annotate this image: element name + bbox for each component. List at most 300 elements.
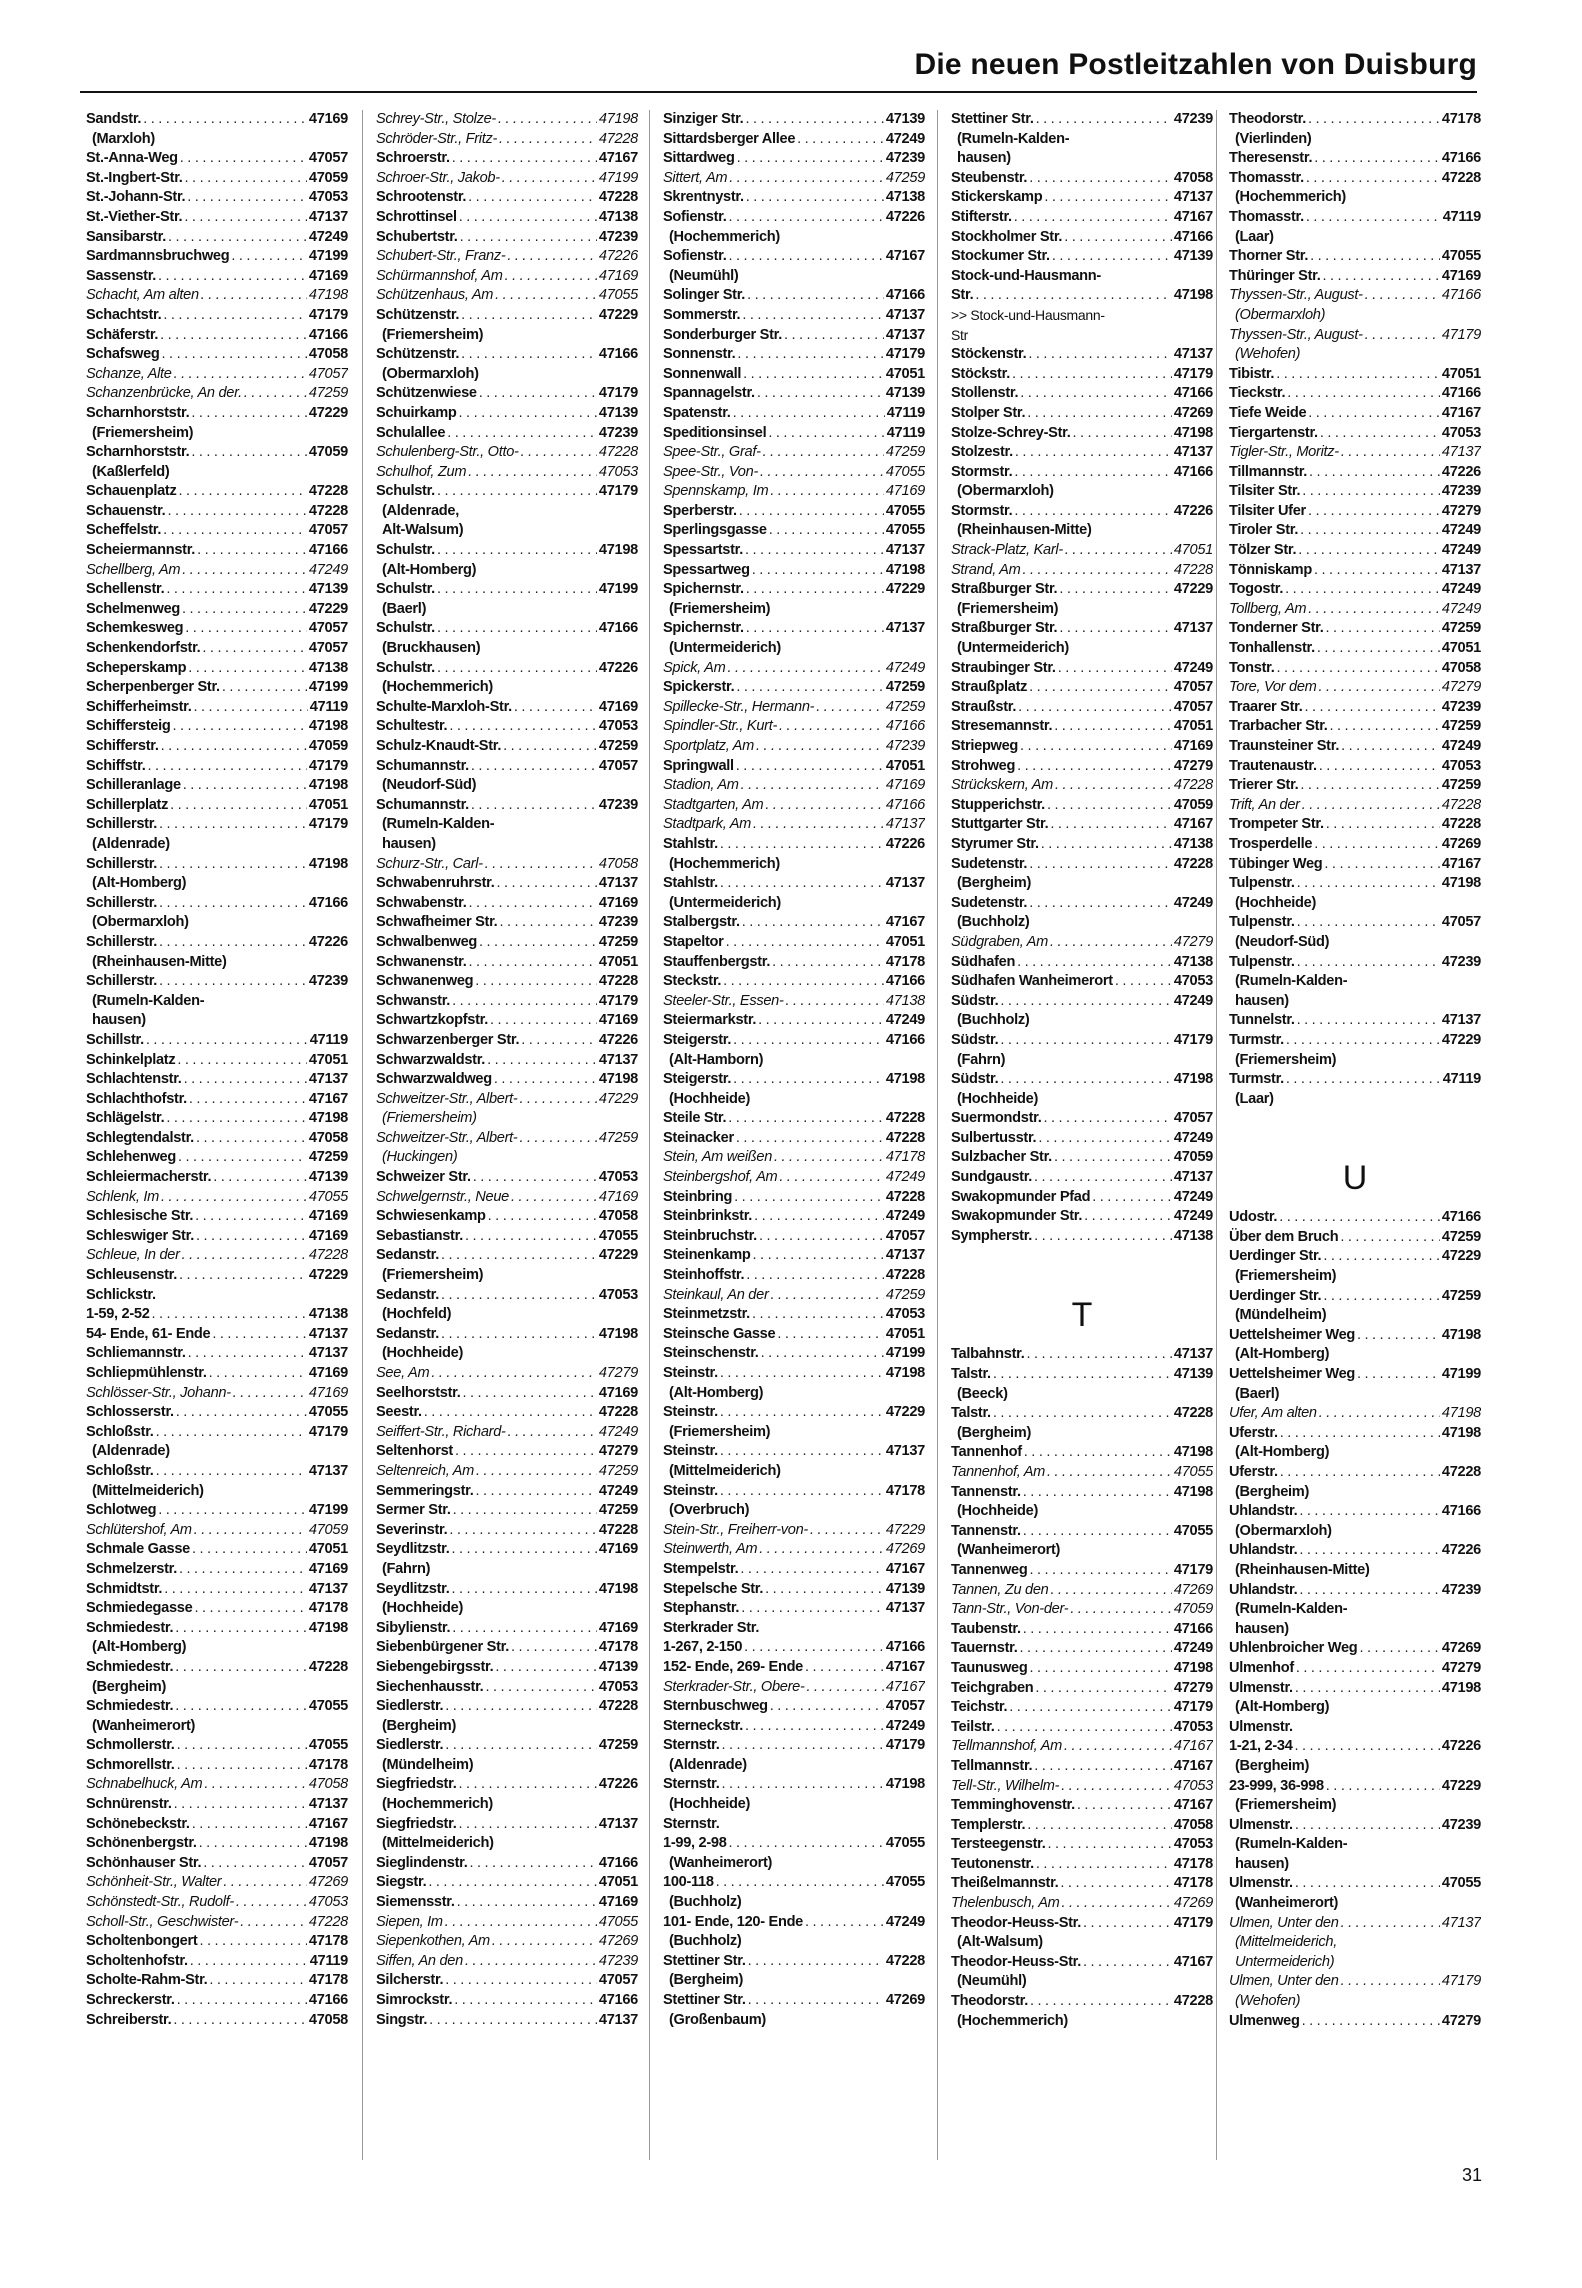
district-qualifier: (Rumeln-Kalden- [1235,973,1348,990]
dot-leader [189,1090,307,1110]
dot-leader [161,737,307,757]
dot-leader [159,815,307,835]
street-entry [86,521,348,541]
dot-leader [1322,267,1439,287]
street-entry [376,1090,638,1110]
dot-leader [746,619,884,639]
street-name: Stadtpark, Am [663,816,752,833]
district-qualifier: (Obermarxloh) [382,365,479,382]
street-name: Stauffenbergstr. [663,953,771,970]
dot-leader [471,796,597,816]
dot-leader [1319,757,1440,777]
street-entry [376,1246,638,1266]
dot-leader [174,365,307,385]
street-name: 152- Ende, 269- Ende [663,1658,803,1675]
postal-code: 47053 [1441,424,1481,441]
dot-leader [199,1932,306,1952]
street-name: Thomasstr. [1229,208,1304,225]
street-name: Ulmenhof [1229,1659,1294,1676]
street-name: Schillerplatz [86,796,169,813]
street-name: Sympherstr. [951,1227,1033,1244]
dot-leader [745,110,883,130]
dot-leader [742,306,884,326]
dot-leader [1302,796,1440,816]
district-qualifier: (Hochemmerich) [957,2012,1068,2029]
street-name: Schulhof, Zum [376,463,467,480]
street-entry [951,1757,1213,1777]
district-qualifier: (Hochheide) [1235,894,1317,911]
postal-code: 47279 [1441,2012,1481,2029]
street-entry [376,1442,638,1462]
dot-leader [1341,1914,1440,1934]
district-qualifier: (Friemersheim) [957,600,1059,617]
dot-leader [722,1736,884,1756]
street-name: Tonhallenstr. [1229,640,1315,657]
street-name: Schulallee [376,424,446,441]
street-entry [951,1207,1213,1227]
street-name: Tersteegenstr. [951,1836,1046,1853]
street-entry [663,1109,925,1129]
dot-leader [774,1148,884,1168]
dot-leader [476,1482,597,1502]
street-name: Siebengebirgsstr. [376,1658,494,1675]
postal-code: 47051 [308,1051,348,1068]
postal-code: 47167 [885,1678,925,1695]
street-entry [663,757,925,777]
street-name: See, Am [376,1365,430,1381]
street-name: Schmiedestr. [86,1658,174,1675]
dot-leader [185,619,307,639]
street-name: Straßburger Str. [951,620,1058,637]
street-name: Sternbuschweg [663,1698,768,1715]
dot-leader [184,208,307,228]
dot-leader [197,541,307,561]
dot-leader [1276,365,1440,385]
street-entry [663,149,925,169]
street-name: Uhlandstr. [1229,1503,1298,1520]
postal-code: 47269 [885,1541,925,1558]
street-entry [951,541,1213,561]
street-name: Stettiner Str. [663,1952,746,1969]
street-name: Sermer Str. [376,1502,451,1519]
dot-leader [445,1971,597,1991]
postal-code: 47166 [308,542,348,559]
dot-leader [1041,835,1172,855]
postal-code: 47198 [598,1580,638,1597]
dot-leader [1055,776,1172,796]
district-qualifier: hausen) [1235,1855,1289,1872]
district-qualifier: (Hochheide) [957,1090,1039,1107]
postal-code: 47053 [1173,1836,1213,1853]
street-entry [376,1482,638,1502]
street-name: Scholtenhofstr. [86,1952,188,1969]
dot-leader [521,443,597,463]
postal-code: 47179 [1173,1914,1213,1931]
postal-code: 47137 [1173,189,1213,206]
street-name: Sonderburger Str. [663,326,782,343]
dot-leader [748,1991,884,2011]
postal-code: 47198 [598,542,638,559]
street-name: Stock-und-Hausmann- [951,267,1101,284]
postal-code: 47137 [308,1796,348,1813]
street-entry [376,482,638,502]
dot-leader [1059,580,1172,600]
column-2 [376,110,638,2160]
postal-code: 47137 [885,542,925,559]
district-qualifier: (Rumeln-Kalden- [1235,1601,1348,1618]
street-name: Ulmenstr. [1229,1816,1293,1833]
street-name: Sedanstr. [376,1247,440,1264]
section-gap [1229,1109,1481,1148]
street-name: Trosperdelle [1229,835,1313,852]
street-entry [951,894,1213,914]
street-entry [376,913,638,933]
street-entry [1229,443,1481,463]
street-name: Ulmen, Unter den [1229,1973,1339,1990]
dot-leader [465,1227,597,1247]
district-qualifier: (Obermarxloh) [1235,306,1326,323]
postal-code: 47198 [1441,1405,1481,1422]
street-name: Schrottinsel [376,208,457,225]
dot-leader [457,1893,597,1913]
postal-code: 47058 [308,1776,348,1793]
postal-code: 47228 [885,1952,925,1969]
dot-leader [159,894,307,914]
dot-leader [1017,757,1172,777]
dot-leader [201,286,307,306]
street-name: Tunnelstr. [1229,1012,1295,1029]
postal-code: 47051 [308,1541,348,1558]
street-name: Steinbruchstr. [663,1227,757,1244]
postal-code: 47239 [308,973,348,990]
street-entry [663,1207,925,1227]
street-entry [951,1522,1213,1542]
street-name: Taunusweg [951,1659,1028,1676]
dot-leader [746,580,884,600]
postal-code: 47259 [885,444,925,461]
street-name: Schauenstr. [86,502,166,519]
street-entry [376,443,638,463]
dot-leader [1038,1129,1172,1149]
street-entry [1229,1463,1481,1483]
district-qualifier: (Rumeln-Kalden- [92,992,205,1009]
street-entry [376,1697,638,1717]
street-entry [663,678,925,698]
dot-leader [177,1991,307,2011]
postal-code: 47055 [1441,248,1481,265]
district-qualifier: (Hochemmerich) [382,1796,493,1813]
dot-leader [734,1188,884,1208]
postal-code: 47199 [885,1345,925,1362]
postal-code: 47055 [885,502,925,519]
street-entry [86,776,348,796]
street-name: Schliemannstr. [86,1345,186,1362]
street-entry [1229,1816,1481,1836]
postal-code: 47239 [1173,111,1213,127]
postal-code: 47178 [1441,111,1481,127]
dot-leader [168,228,307,248]
street-entry [951,619,1213,639]
postal-code: 47178 [308,1972,348,1989]
street-entry [1229,169,1481,189]
street-name: Stepelsche Str. [663,1580,764,1597]
street-name: Straßburger Str. [951,581,1058,598]
street-entry [951,1835,1213,1855]
postal-code: 47226 [1441,1542,1481,1559]
dot-leader [733,1031,884,1051]
street-name: Steinbrinkstr. [663,1208,753,1225]
postal-code: 47167 [1173,1797,1213,1814]
dot-leader [1276,659,1439,679]
dot-leader [182,1246,307,1266]
street-name: Stolze-Schrey-Str. [951,424,1071,441]
street-name: Spick, Am [663,659,726,676]
postal-code: 47137 [308,1325,348,1342]
street-entry [1229,561,1481,581]
street-name: Sternstr. [663,1776,720,1793]
dot-leader [244,384,307,404]
postal-code: 47228 [598,130,638,147]
street-entry [663,913,925,933]
street-entry [1229,1972,1481,1992]
dot-leader [1308,502,1440,522]
dot-leader [746,188,884,208]
street-entry [376,1971,638,1991]
dot-leader [1365,286,1440,306]
district-qualifier: (Alt-Hamborn) [669,1051,764,1068]
street-name: Uferstr. [1229,1464,1278,1480]
postal-code: 47198 [1441,1424,1481,1441]
street-name: Stresemannstr. [951,718,1053,735]
street-entry [86,1168,348,1188]
dot-leader [1030,1992,1172,2012]
postal-code: 47137 [598,875,638,892]
dot-leader [1302,2012,1440,2032]
street-name: Trierer Str. [1229,777,1299,794]
street-entry [951,855,1213,875]
street-name: Seiffert-Str., Richard- [376,1423,506,1440]
postal-code: 47179 [598,483,638,500]
postal-code: 47053 [598,463,638,480]
district-qualifier: (Alt-Homberg) [669,1384,764,1401]
street-entry [376,874,638,894]
street-name: Tannenhof [951,1444,1022,1461]
dot-leader [166,1109,307,1129]
postal-code: 47198 [885,561,925,578]
street-name: Spichernstr. [663,620,744,637]
dot-leader [164,1580,307,1600]
street-entry [663,1148,925,1168]
postal-code: 47178 [308,1933,348,1950]
street-entry [86,1697,348,1717]
street-entry [376,1227,638,1247]
street-name: Strand, Am [951,561,1021,578]
postal-code: 47137 [308,1071,348,1088]
street-name: Schwabenstr. [376,894,467,911]
street-entry [1229,1404,1481,1424]
district-qualifier: (Hochheide) [382,1345,464,1362]
street-name: Schrootenstr. [376,189,467,206]
street-name: Talstr. [951,1366,991,1383]
street-name: Sundgaustr. [951,1169,1033,1186]
district-qualifier: (Aldenrade, [382,502,459,519]
column-1 [86,110,348,2160]
dot-leader [1280,1424,1440,1444]
street-name: Schönheit-Str., Walter [86,1874,222,1891]
street-entry [1229,1718,1481,1738]
dot-leader [743,365,884,385]
street-name: 1-267, 2-150 [663,1639,743,1656]
street-name: Schmidtstr. [86,1580,163,1597]
postal-code: 47166 [1441,150,1481,167]
dot-leader [441,1286,597,1306]
street-entry [86,698,348,718]
street-name: Stöckstr. [951,365,1010,382]
street-name: Schützenstr. [376,306,460,323]
street-entry [86,1521,348,1541]
street-entry [951,1365,1213,1385]
street-name: Sterkrader Str. [663,1619,760,1636]
postal-code: 47166 [1173,385,1213,402]
street-entry [1229,659,1481,679]
street-name: Tell-Str., Wilhelm- [951,1777,1060,1794]
street-entry [663,1717,925,1737]
dot-leader [1295,1816,1440,1836]
district-qualifier: (Mittelmeiderich) [92,1482,204,1499]
postal-code: 47169 [308,1227,348,1244]
dot-leader [498,110,597,130]
street-name: Scheperskamp [86,659,187,676]
street-entry [376,1031,638,1051]
postal-code: 47198 [598,1325,638,1342]
dot-leader [759,1227,884,1247]
street-name: Siemensstr. [376,1894,455,1911]
street-name: Sudetenstr. [951,855,1028,872]
street-entry [663,1168,925,1188]
street-entry [1229,737,1481,757]
postal-code: 47259 [885,698,925,715]
street-entry [376,659,638,679]
street-name: Seltenhorst [376,1443,453,1460]
street-name: Sterneckstr. [663,1717,743,1734]
street-name: Sandstr. [86,111,142,127]
street-entry [663,110,925,130]
street-entry [1229,384,1481,404]
street-entry [951,502,1213,522]
street-name: Trarbacher Str. [1229,718,1328,735]
street-name: Temminghovenstr. [951,1797,1075,1814]
street-name: Schelmenweg [86,600,181,617]
postal-code: 47199 [1441,1366,1481,1383]
dot-leader [429,2011,597,2031]
postal-code: 47057 [1173,1110,1213,1127]
dot-leader [1028,345,1172,365]
district-qualifier: (Hochfeld) [382,1306,452,1323]
postal-code: 47057 [308,150,348,167]
postal-code: 47051 [885,1325,925,1342]
district-qualifier: (Kaßlerfeld) [92,463,170,480]
street-name: Scharnhorststr. [86,404,190,421]
street-entry [951,1443,1213,1463]
dot-leader [233,1384,307,1404]
postal-code: 47169 [598,894,638,911]
street-entry [376,463,638,483]
dot-leader [143,110,307,130]
postal-code: 47259 [598,1502,638,1519]
dot-leader [195,1207,307,1227]
postal-code: 47055 [885,1835,925,1852]
postal-code: 47139 [308,1169,348,1186]
postal-code: 47198 [885,1071,925,1088]
district-qualifier: (Friemersheim) [669,600,771,617]
dot-leader [1306,169,1440,189]
postal-code: 47137 [308,208,348,225]
postal-code: 47179 [308,757,348,774]
district-qualifier: (Wanheimerort) [669,1854,773,1871]
dot-leader [204,1775,307,1795]
street-name: Schönebeckstr. [86,1815,190,1832]
dot-leader [1310,247,1440,267]
dot-leader [744,1638,884,1658]
postal-code: 47169 [598,698,638,715]
street-name: Schwalbenweg [376,933,478,950]
dot-leader [485,1678,596,1698]
street-entry [663,169,925,189]
postal-code: 47199 [598,581,638,598]
postal-code: 47058 [1173,1816,1213,1833]
street-entry [376,1815,638,1835]
postal-code: 47166 [308,326,348,343]
street-entry [376,1129,638,1149]
street-name: Schnabelhuck, Am [86,1776,203,1793]
column-3 [663,110,925,2160]
dot-leader [1286,1070,1441,1090]
street-entry [86,1560,348,1580]
district-qualifier: (Buchholz) [669,1894,742,1911]
street-entry [951,1953,1213,1973]
street-name: Traunsteiner Str. [1229,738,1340,754]
street-entry [376,1952,638,1972]
postal-code: 47055 [1173,1522,1213,1539]
dot-leader [1297,874,1440,894]
dot-leader [1026,1345,1171,1365]
street-entry [663,1638,925,1658]
street-name: Schürmannshof, Am [376,267,503,284]
dot-leader [159,933,307,953]
dot-leader [805,1913,884,1933]
district-qualifier: (Hochemmerich) [382,679,493,696]
dot-leader [1297,1011,1440,1031]
street-name: Thomasstr. [1229,169,1304,186]
dot-leader [177,1051,307,1071]
dot-leader [1319,678,1440,698]
street-entry [376,757,638,777]
postal-code: 47198 [1173,287,1213,304]
street-entry [663,1678,925,1698]
street-name: Schlotweg [86,1502,157,1519]
district-qualifier: (Beeck) [957,1385,1008,1402]
street-entry [663,1736,925,1756]
street-name: Schlachtenstr. [86,1071,182,1088]
street-name: Schiffersteig [86,718,171,735]
street-name: Schulstr. [376,659,435,676]
street-name: Tigler-Str., Moritz- [1229,444,1339,461]
postal-code: 47279 [1173,1679,1213,1696]
postal-code: 47058 [308,346,348,363]
postal-code: 47198 [308,855,348,872]
postal-code: 47059 [308,169,348,186]
dot-leader [468,894,596,914]
